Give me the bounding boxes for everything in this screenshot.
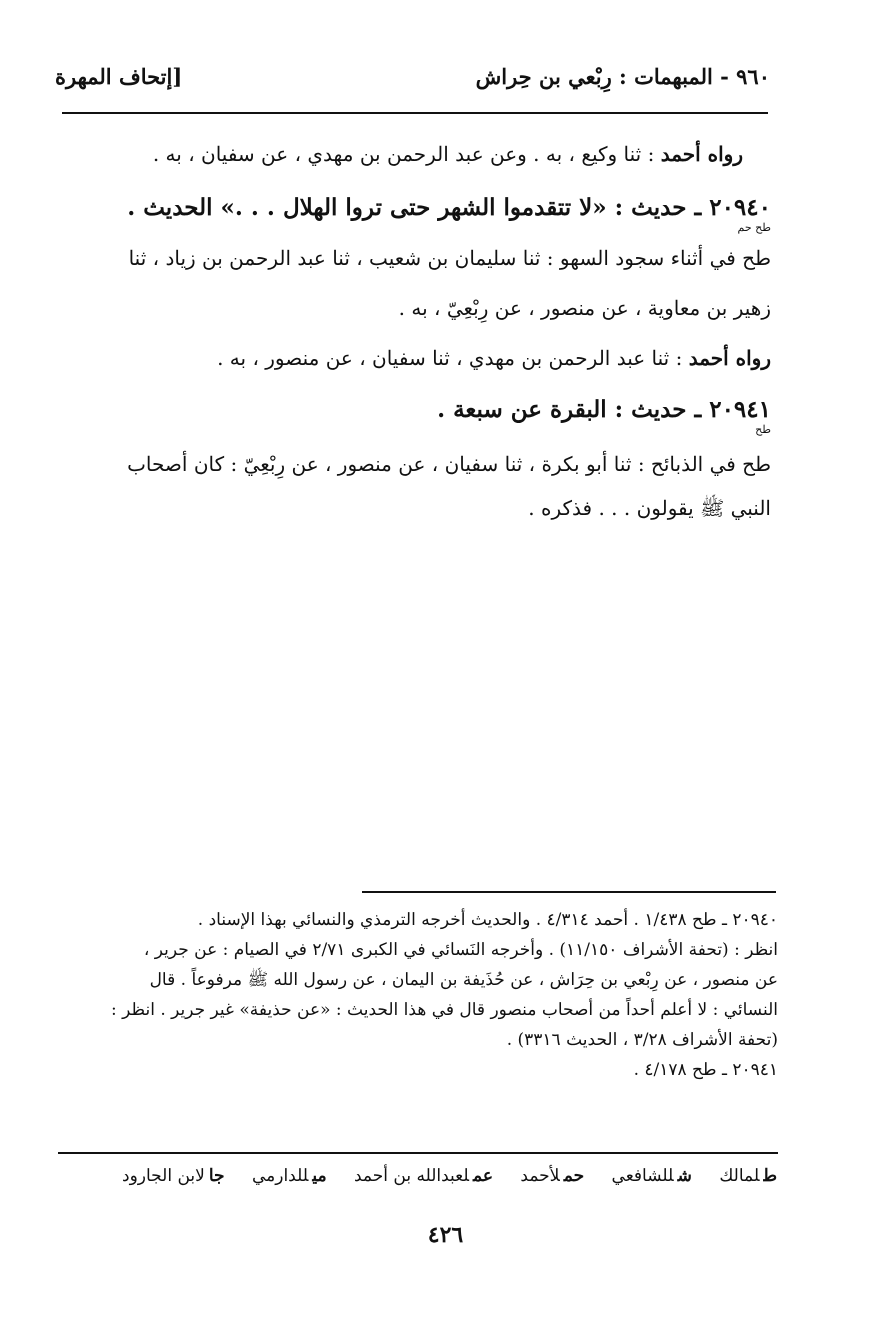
footnote-line: ٢٠٩٤١ ـ طح ٤/١٧٨ . [633, 1060, 778, 1080]
chapter-title: ٩٦٠ - المبهمات : رِبْعي بن حِراش [475, 64, 770, 89]
abbreviation-code: جا [208, 1166, 225, 1186]
abbreviations-divider [58, 1152, 778, 1154]
abbreviation-item [354, 1166, 493, 1186]
hadith-20940-source-marker: طح حم [737, 221, 771, 234]
abbreviation-name: للشافعي [611, 1166, 674, 1186]
narration-label: رواه أحمد [688, 346, 771, 370]
hadith-20941-heading: ٢٠٩٤١ ـ حديث : البقرة عن سبعة . [437, 396, 771, 423]
hadith-20940-narration [217, 344, 771, 372]
hadith-20940-line-2: زهير بن معاوية ، عن منصور ، عن رِبْعِيّ ، به . [398, 296, 771, 320]
hadith-20940-line-1: طح في أثناء سجود السهو : ثنا سليمان بن شعيب ، ثنا عبد الرحمن بن زياد ، ثنا [128, 246, 771, 270]
narration-text: : ثنا عبد الرحمن بن مهدي ، ثنا سفيان ، عن منصور ، به . [217, 346, 683, 370]
abbreviation-item [520, 1166, 584, 1186]
abbreviation-code: مي [312, 1166, 327, 1186]
abbreviation-item [612, 1166, 692, 1186]
footnote-line: انظر : (تحفة الأشراف ١١/١٥٠) . وأخرجه النَسائي في الكبرى ٢/٧١ في الصيام : عن جرير ، [143, 940, 778, 960]
abbreviations-legend [62, 1166, 777, 1186]
footnote-divider [362, 891, 776, 893]
footnote-line: (تحفة الأشراف ٣/٢٨ ، الحديث ٣٣١٦) . [506, 1030, 778, 1050]
abbreviation-code: حم [563, 1166, 585, 1186]
hadith-20940-heading: ٢٠٩٤٠ ـ حديث : «لا تتقدموا الشهر حتى تروا الهلال . . .» الحديث . [127, 194, 771, 221]
page-number: ٤٢٦ [427, 1222, 464, 1248]
abbreviation-name: لمالك [719, 1166, 760, 1186]
narration-text: : ثنا وكيع ، به . وعن عبد الرحمن بن مهدي ، عن سفيان ، به . [152, 142, 655, 166]
abbreviation-name: لابن الجارود [122, 1166, 205, 1186]
hadith-20941-source-marker: طح [755, 423, 771, 436]
footnote-line: النسائي : لا أعلم أحداً من أصحاب منصور قال في هذا الحديث : «عن حذيفة» غير جرير . انظر : [111, 1000, 778, 1020]
header-divider [62, 112, 768, 114]
abbreviation-code: عم [473, 1166, 493, 1186]
abbreviation-item [252, 1166, 327, 1186]
abbreviation-name: لعبدالله بن أحمد [354, 1166, 469, 1186]
hadith-20941-line-1: طح في الذبائح : ثنا أبو بكرة ، ثنا سفيان ، عن منصور ، عن رِبْعِيّ : كان أصحاب [127, 452, 771, 476]
narration-line [153, 140, 771, 168]
page-header [55, 64, 770, 100]
footnote-line: ٢٠٩٤٠ ـ طح ١/٤٣٨ . أحمد ٤/٣١٤ . والحديث أخرجه الترمذي والنسائي بهذا الإسناد . [197, 910, 778, 930]
abbreviation-code: ط [763, 1166, 777, 1186]
footnote-line: عن منصور ، عن رِبْعي بن حِرَاش ، عن حُذَيفة بن اليمان ، عن رسول الله ﷺ مرفوعاً . قال [149, 970, 778, 990]
abbreviation-item [719, 1166, 777, 1186]
footnotes [58, 905, 778, 1085]
abbreviation-code: ش [677, 1166, 692, 1186]
abbreviation-name: لأحمد [520, 1166, 560, 1186]
hadith-20941-line-2: النبي ﷺ يقولون . . . فذكره . [528, 496, 771, 520]
narration-label: رواه أحمد [660, 142, 743, 166]
book-title: [إتحاف المهرة [55, 64, 183, 89]
abbreviation-name: للدارمي [251, 1166, 309, 1186]
abbreviation-item [122, 1166, 225, 1186]
